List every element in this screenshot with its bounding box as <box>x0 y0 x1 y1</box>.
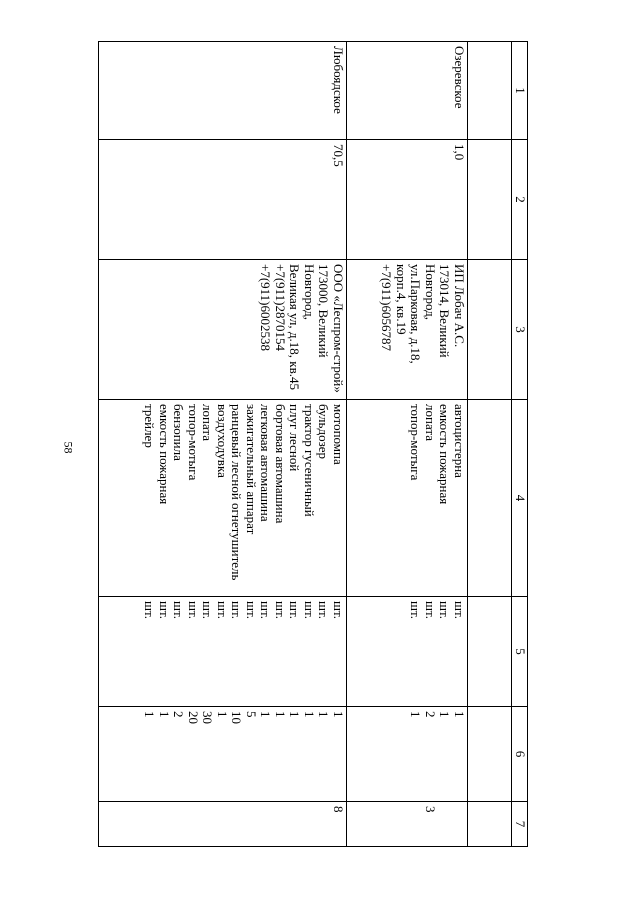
items-cell <box>347 400 468 597</box>
org-line: Великая ул, д.18, кв.45 <box>287 264 303 390</box>
column-number: 2 <box>512 140 528 260</box>
organization-cell <box>99 260 347 400</box>
item-name: емкость пожарная <box>157 404 172 505</box>
item-name: мотопомпа <box>331 404 346 465</box>
item-unit: шт. <box>316 601 332 619</box>
item-unit: шт. <box>287 601 303 619</box>
page-number: 58 <box>61 441 76 454</box>
forestry-name: Любоядское <box>99 42 347 140</box>
item-unit: шт. <box>215 601 230 619</box>
item-name: бульдозер <box>316 404 332 459</box>
area-value: 70,5 <box>99 140 347 260</box>
units-cell <box>99 597 347 707</box>
col7-value: 3 <box>423 806 438 813</box>
item-unit: шт. <box>157 601 172 619</box>
item-name: трактор гусеничный <box>302 404 317 517</box>
table-cell <box>468 140 512 260</box>
item-name: бортовая автомашина <box>273 404 288 524</box>
item-unit: шт. <box>200 601 216 619</box>
item-quantity: 1 <box>287 711 303 718</box>
item-name: бензопила <box>171 404 187 461</box>
item-quantity: 5 <box>244 711 259 718</box>
area-value: 1,0 <box>347 140 468 260</box>
column-number: 6 <box>512 707 528 802</box>
item-unit: шт. <box>142 601 158 619</box>
item-quantity: 1 <box>258 711 274 718</box>
item-quantity: 2 <box>423 711 438 718</box>
item-unit: шт. <box>186 601 201 619</box>
item-unit: шт. <box>302 601 317 619</box>
item-quantity: 1 <box>273 711 288 718</box>
org-line: ул.Парковая, д.18, корп.4, кв.19 <box>394 264 424 364</box>
equipment-table <box>98 41 528 847</box>
quantity-cell <box>99 707 347 802</box>
table-cell <box>468 42 512 140</box>
item-name: топор-мотыга <box>186 404 201 481</box>
item-unit: шт. <box>437 601 453 619</box>
item-name: воздуходувка <box>215 404 230 478</box>
item-name: автоцистерна <box>452 404 467 478</box>
table-cell <box>468 802 512 847</box>
org-line: ИП Лобач А.С. <box>452 264 467 348</box>
item-name: зажигательный аппарат <box>244 404 259 535</box>
item-unit: шт. <box>244 601 259 619</box>
units-cell <box>347 597 468 707</box>
org-line: +7(911)6056787 <box>379 264 395 352</box>
quantity-cell <box>347 707 468 802</box>
table-cell <box>468 400 512 597</box>
item-unit: шт. <box>273 601 288 619</box>
table-cell <box>468 707 512 802</box>
table-cell <box>468 597 512 707</box>
col7-value: 8 <box>331 806 346 813</box>
org-line: +7(911)2870154 <box>273 264 288 352</box>
item-quantity: 1 <box>316 711 332 718</box>
column-number: 1 <box>512 42 528 140</box>
table-row-ozerevskoe <box>347 42 468 847</box>
column-number: 5 <box>512 597 528 707</box>
col7-cell <box>99 802 347 847</box>
item-unit: шт. <box>229 601 245 619</box>
item-quantity: 30 <box>200 711 216 724</box>
item-unit: шт. <box>452 601 467 619</box>
item-quantity: 1 <box>215 711 230 718</box>
table-row-lyuboyadskoe <box>99 42 347 847</box>
item-unit: шт. <box>171 601 187 619</box>
item-quantity: 1 <box>331 711 346 718</box>
continuation-row <box>468 42 512 847</box>
forestry-name: Озеревское <box>347 42 468 140</box>
item-name: легковая автомашина <box>258 404 274 522</box>
item-name: емкость пожарная <box>437 404 453 505</box>
item-quantity: 1 <box>437 711 453 718</box>
item-name: трейлер <box>142 404 158 448</box>
item-quantity: 1 <box>302 711 317 718</box>
item-quantity: 1 <box>142 711 158 718</box>
org-line: ООО «Леспром-строй» <box>331 264 346 393</box>
item-unit: шт. <box>258 601 274 619</box>
rotated-table-container <box>98 41 528 846</box>
col7-value <box>437 806 452 842</box>
item-quantity: 1 <box>157 711 172 718</box>
items-cell <box>99 400 347 597</box>
col7-cell <box>347 802 468 847</box>
item-name: топор-мотыга <box>408 404 424 481</box>
column-number: 3 <box>512 260 528 400</box>
col7-value <box>452 806 467 842</box>
item-quantity: 10 <box>229 711 245 724</box>
column-number: 7 <box>512 802 528 847</box>
table-cell <box>468 260 512 400</box>
organization-cell <box>347 260 468 400</box>
item-quantity: 20 <box>186 711 201 724</box>
item-name: ранцевый лесной огнетушитель <box>229 404 245 581</box>
org-line: 173014, Великий Новгород, <box>423 264 453 358</box>
item-quantity: 1 <box>452 711 467 718</box>
item-name: лопата <box>423 404 438 441</box>
item-quantity: 2 <box>171 711 187 718</box>
org-line: 173000, Великий Новгород, <box>302 264 332 358</box>
column-number: 4 <box>512 400 528 597</box>
item-name: лопата <box>200 404 216 441</box>
item-quantity: 1 <box>408 711 424 718</box>
column-number-row <box>512 42 528 847</box>
item-unit: шт. <box>408 601 424 619</box>
item-name: плуг лесной <box>287 404 303 472</box>
item-unit: шт. <box>331 601 346 619</box>
org-line: +7(911)6002538 <box>258 264 274 352</box>
item-unit: шт. <box>423 601 438 619</box>
